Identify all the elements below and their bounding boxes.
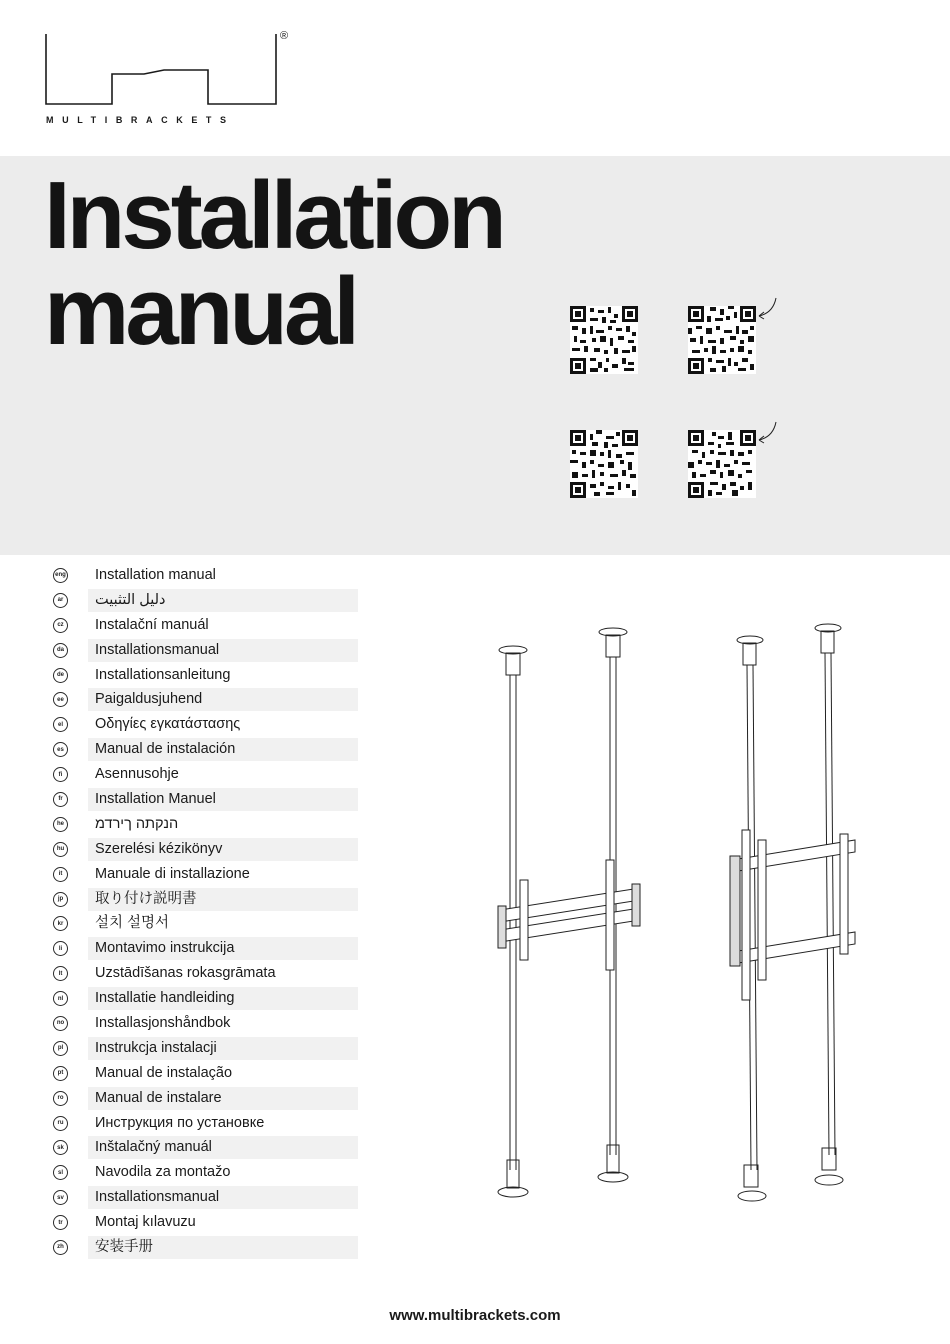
language-code-badge: nl (53, 991, 68, 1006)
language-label: 取り付け説明書 (88, 888, 358, 911)
language-row (48, 961, 360, 986)
language-code-badge: he (53, 817, 68, 832)
qr-code-icon[interactable] (570, 430, 638, 498)
language-code-badge: tr (53, 1215, 68, 1230)
arrow-icon (756, 420, 786, 446)
arrow-icon (756, 296, 786, 322)
title-banner (0, 156, 950, 555)
product-illustration-icon (480, 620, 880, 1210)
language-row (48, 1160, 360, 1185)
language-code-badge: no (53, 1016, 68, 1031)
language-row (48, 762, 360, 787)
page-title (44, 162, 503, 365)
language-label: Manual de instalación (88, 738, 358, 761)
language-code-badge: jp (53, 892, 68, 907)
language-list (48, 563, 360, 1260)
language-code-badge: pt (53, 1066, 68, 1081)
language-label: Installationsanleitung (95, 666, 231, 683)
language-row (48, 613, 360, 638)
language-row (48, 737, 360, 762)
title-line-1: Installation (44, 162, 503, 269)
language-row (48, 1210, 360, 1235)
language-row (48, 1011, 360, 1036)
language-code-badge: eng (53, 568, 68, 583)
language-label: Inštalačný manuál (88, 1136, 358, 1159)
language-row (48, 638, 360, 663)
language-label: Οδηγίες εγκατάστασης (95, 716, 241, 733)
language-row (48, 1061, 360, 1086)
language-label: Asennusohje (95, 766, 179, 783)
footer-website-link[interactable]: www.multibrackets.com (389, 1307, 561, 1324)
language-code-badge: el (53, 717, 68, 732)
language-code-badge: zh (53, 1240, 68, 1255)
language-row (48, 862, 360, 887)
language-code-badge: de (53, 668, 68, 683)
language-code-badge: kr (53, 916, 68, 931)
language-row (48, 911, 360, 936)
language-code-badge: es (53, 742, 68, 757)
language-label: Manuale di installazione (95, 865, 250, 882)
language-label: הנקתה ךירדמ (95, 815, 179, 832)
language-code-badge: sl (53, 1165, 68, 1180)
registered-mark: ® (280, 30, 289, 42)
language-label: Navodila za montažo (95, 1164, 231, 1181)
language-label: Installationsmanual (88, 639, 358, 662)
language-label: Инструкция по установке (95, 1114, 265, 1131)
language-label: Manual de instalação (95, 1064, 233, 1081)
language-code-badge: lt (53, 966, 68, 981)
language-row (48, 1235, 360, 1260)
language-code-badge: li (53, 941, 68, 956)
language-label: Installation Manuel (88, 788, 358, 811)
language-code-badge: ro (53, 1091, 68, 1106)
language-label: Installatie handleiding (88, 987, 358, 1010)
language-label: Installation manual (95, 567, 216, 583)
language-code-badge: fr (53, 792, 68, 807)
language-label: Montaj kılavuzu (95, 1214, 196, 1231)
language-code-badge: fi (53, 767, 68, 782)
language-label: Instrukcja instalacji (88, 1037, 358, 1060)
language-label: 설치 설명서 (95, 915, 170, 932)
language-row (48, 563, 360, 588)
language-label: Manual de instalare (88, 1087, 358, 1110)
language-label: Installationsmanual (88, 1186, 358, 1209)
language-row (48, 588, 360, 613)
language-code-badge: hu (53, 842, 68, 857)
language-code-badge: sk (53, 1140, 68, 1155)
language-label: Szerelési kézikönyv (88, 838, 358, 861)
language-row (48, 837, 360, 862)
logo-mark-icon (44, 30, 284, 110)
language-label: Uzstādīšanas rokasgrāmata (95, 965, 276, 982)
language-code-badge: cz (53, 618, 68, 633)
brand-logo (44, 30, 304, 130)
language-code-badge: it (53, 867, 68, 882)
language-row (48, 1036, 360, 1061)
language-row (48, 687, 360, 712)
language-code-badge: pl (53, 1041, 68, 1056)
language-row (48, 986, 360, 1011)
language-label: Installasjonshåndbok (95, 1015, 231, 1032)
language-code-badge: ar (53, 593, 68, 608)
language-label: Montavimo instrukcija (88, 937, 358, 960)
language-row (48, 936, 360, 961)
language-row (48, 663, 360, 688)
language-row (48, 712, 360, 737)
language-label: دليل التثبيت (88, 589, 358, 612)
qr-code-icon[interactable] (570, 306, 638, 374)
language-row (48, 787, 360, 812)
language-label: 安装手册 (88, 1236, 358, 1259)
language-row (48, 887, 360, 912)
language-row (48, 1135, 360, 1160)
language-label: Paigaldusjuhend (88, 688, 358, 711)
language-row (48, 812, 360, 837)
language-code-badge: ru (53, 1116, 68, 1131)
language-row (48, 1086, 360, 1111)
language-label: Instalační manuál (95, 616, 209, 633)
qr-code-icon[interactable] (688, 430, 756, 498)
language-code-badge: sv (53, 1190, 68, 1205)
brand-name: MULTIBRACKETS (46, 115, 235, 125)
language-code-badge: da (53, 643, 68, 658)
qr-code-icon[interactable] (688, 306, 756, 374)
language-row (48, 1111, 360, 1136)
language-code-badge: ee (53, 692, 68, 707)
title-line-2: manual (44, 258, 357, 365)
language-row (48, 1185, 360, 1210)
